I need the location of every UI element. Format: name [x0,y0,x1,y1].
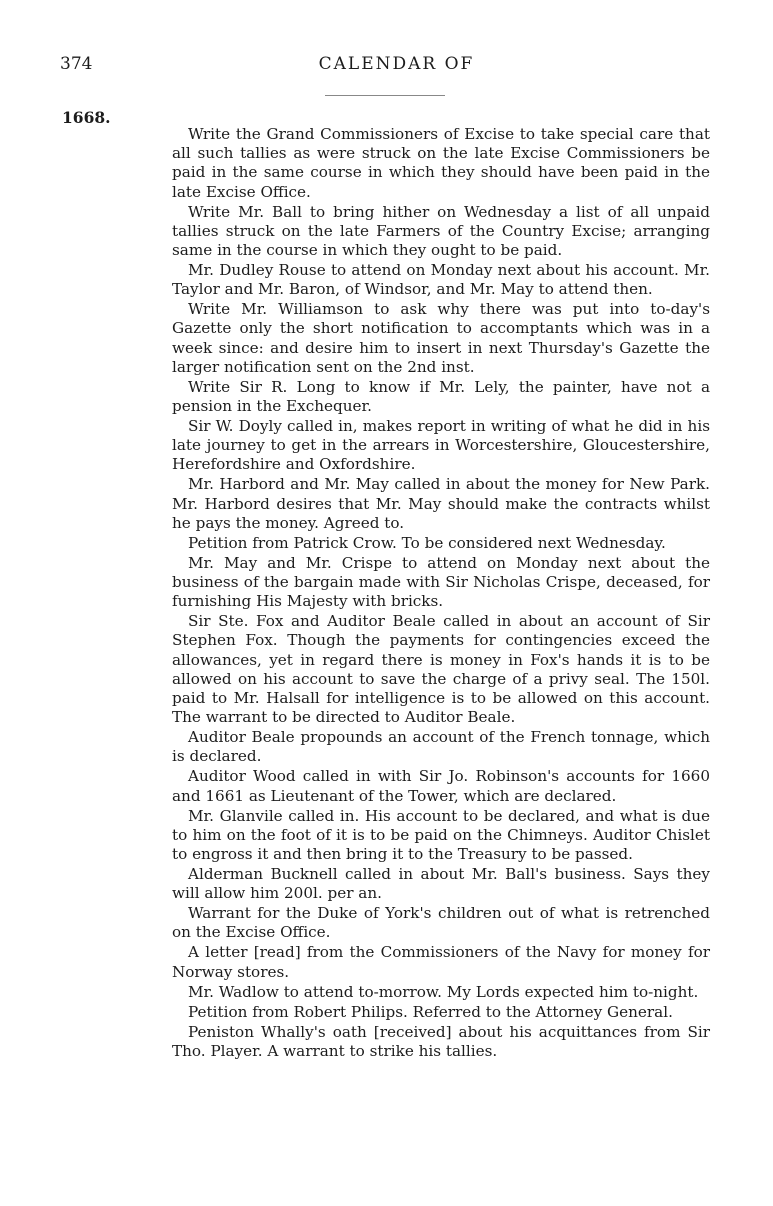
paragraph: Write Mr. Ball to bring hither on Wednesday a list of all unpaid tallies struck on the late Farmers of the Country Excise; arranging same in the course in which they ought to be paid. [172,202,710,260]
paragraph: Auditor Wood called in with Sir Jo. Robinson's accounts for 1660 and 1661 as Lieutenant of the Tower, which are declared. [172,767,710,805]
paragraph: Peniston Whally's oath [received] about his acquittances from Sir Tho. Player. A warrant to strike his tallies. [172,1022,710,1060]
paragraph: Petition from Patrick Crow. To be considered next Wednesday. [188,533,666,552]
margin-year: 1668. [62,108,111,127]
paragraph: Sir W. Doyly called in, makes report in writing of what he did in his late journey to get in the arrears in Worcestershire, Gloucestershire, Herefordshire and Oxfordshire. [172,417,710,474]
paragraph: Sir Ste. Fox and Auditor Beale called in about an account of Sir Stephen Fox. Though the payments for contingencies exceed the allowances, yet in regard there is money in Fox's hands it is to be allowed on his account to save the charge of a privy seal. The 150l. paid to Mr. Halsall for intelligence is to be allowed on this account. The warrant to be directed to Auditor Beale. [172,612,710,727]
running-title: CALENDAR OF [318,54,475,74]
page-number: 374 [60,54,93,74]
paragraph: Auditor Beale propounds an account of the French tonnage, which is declared. [172,728,710,766]
paragraph: A letter [read] from the Commissioners of the Navy for money for Norway stores. [172,943,710,981]
paragraph: Petition from Robert Philips. Referred to the Attorney General. [188,1002,673,1021]
paragraph: Warrant for the Duke of York's children out of what is retrenched on the Excise Office. [172,904,710,942]
paragraph: Mr. Harbord and Mr. May called in about the money for New Park. Mr. Harbord desires that Mr. May should make the contracts whilst he pays the money. Agreed to. [172,475,710,532]
body-text [172,125,710,1062]
paragraph: Mr. Glanvile called in. His account to be declared, and what is due to him on the foot of it is to be paid on the Chimneys. Auditor Chislet to engross it and then bring it to the Treasury to be passed. [172,806,710,864]
paragraph: Mr. May and Mr. Crispe to attend on Monday next about the business of the bargain made with Sir Nicholas Crispe, deceased, for furnishing His Majesty with bricks. [172,553,710,611]
paragraph: Mr. Dudley Rouse to attend on Monday next about his account. Mr. Taylor and Mr. Baron, of Windsor, and Mr. May to attend then. [172,261,710,299]
page-header [0,54,773,84]
header-rule [325,95,445,98]
paragraph: Write the Grand Commissioners of Excise to take special care that all such tallies as were struck on the late Excise Commissioners be paid in the same course in which they should have been paid in the late Excise Office. [172,125,710,201]
paragraph: Write Sir R. Long to know if Mr. Lely, the painter, have not a pension in the Exchequer. [172,377,710,416]
paragraph: Alderman Bucknell called in about Mr. Ball's business. Says they will allow him 200l. per an. [172,865,710,903]
paragraph: Write Mr. Williamson to ask why there was put into to-day's Gazette only the short notification to accomptants which was in a week since: and desire him to insert in next Thursday's Gazette the larger notification sent on the 2nd inst. [172,300,710,376]
paragraph: Mr. Wadlow to attend to-morrow. My Lords expected him to-night. [188,982,699,1001]
